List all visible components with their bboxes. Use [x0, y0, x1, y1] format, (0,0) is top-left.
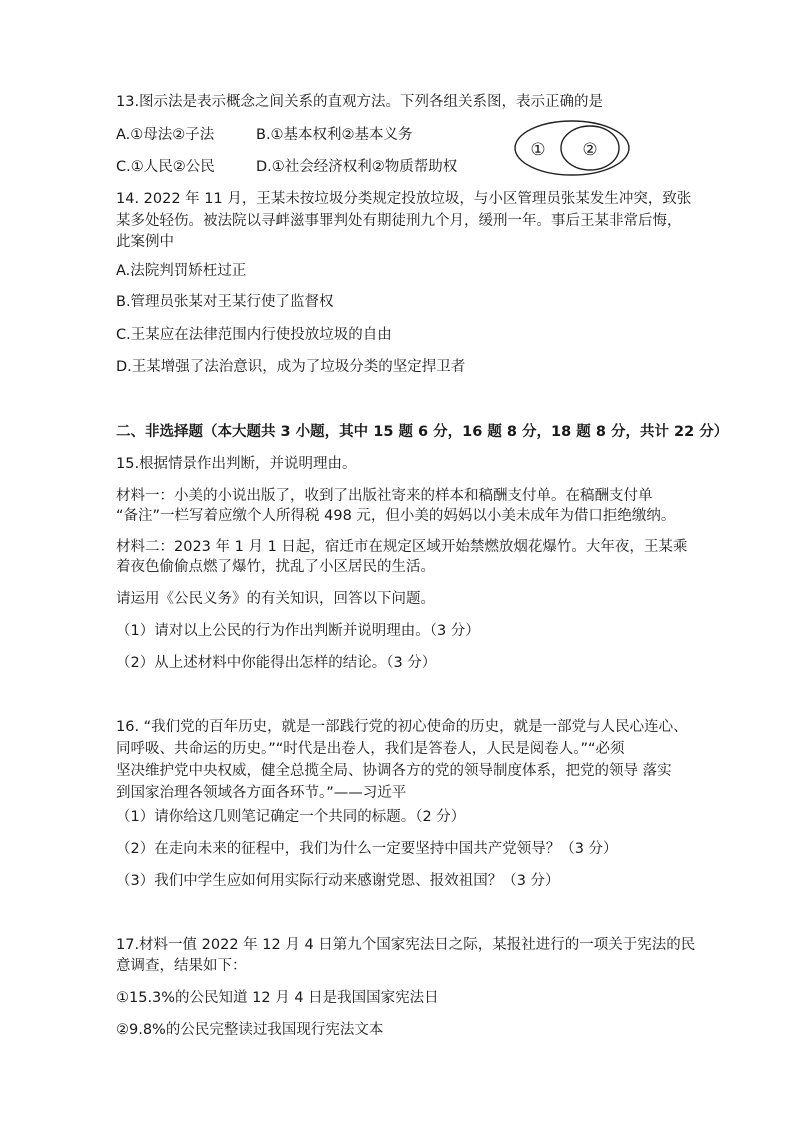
q16-stem-line-3: 坚决维护党中央权威，健全总揽全局、协调各方的党的领导制度体系，把党的领导 落实 — [116, 763, 672, 779]
q14-option-c: C.王某应在法律范围内行使投放垃圾的自由 — [116, 327, 392, 343]
q13-option-c: C.①人民②公民 — [116, 159, 215, 175]
q17-stem-line-1: 17.材料一值 2022 年 12 月 4 日第九个国家宪法日之际，某报社进行的一项关于宪法的民 — [116, 937, 696, 953]
q15-material2-line-2: 着夜色偷偷点燃了爆竹，扰乱了小区居民的生活。 — [116, 559, 435, 575]
q17-item-1: ①15.3%的公民知道 12 月 4 日是我国国家宪法日 — [116, 990, 439, 1006]
q17-stem-line-2: 意调查，结果如下： — [116, 958, 247, 974]
outer-label: ① — [530, 140, 546, 160]
q16-stem-line-2: 同呼吸、共命运的历史。”“时代是出卷人，我们是答卷人，人民是阅卷人。”“必须 — [116, 741, 625, 757]
q16-sub-3: （3）我们中学生应如何用实际行动来感谢党恩、报效祖国？（3 分） — [116, 873, 560, 889]
q15-material1-line-1: 材料一：小美的小说出版了，收到了出版社寄来的样本和稿酬支付单。在稿酬支付单 — [116, 488, 653, 504]
q15-stem: 15.根据情景作出判断，并说明理由。 — [116, 456, 357, 472]
inner-label: ② — [582, 140, 598, 160]
q13-option-b: B.①基本权利②基本义务 — [256, 127, 413, 143]
q15-sub-2: （2）从上述材料中你能得出怎样的结论。（3 分） — [116, 655, 437, 671]
q14-stem-line-3: 此案例中 — [116, 234, 174, 250]
q14-option-d: D.王某增强了法治意识，成为了垃圾分类的坚定捍卫者 — [116, 359, 466, 375]
q13-option-a: A.①母法②子法 — [116, 127, 215, 143]
q17-item-2: ②9.8%的公民完整读过我国现行宪法文本 — [116, 1022, 384, 1038]
q14-option-b: B.管理员张某对王某行使了监督权 — [116, 294, 334, 310]
q13-option-d: D.①社会经济权利②物质帮助权 — [256, 159, 458, 175]
q16-stem-line-1: 16. “我们党的百年历史，就是一部践行党的初心使命的历史，就是一部党与人民心连心、 — [116, 719, 688, 735]
q15-material2-line-1: 材料二：2023 年 1 月 1 日起，宿迁市在规定区域开始禁燃放烟花爆竹。大年夜，王某乘 — [116, 539, 688, 555]
section2-title: 二、非选择题（本大题共 3 小题，其中 15 题 6 分，16 题 8 分，18 题 8 分，共计 22 分） — [116, 424, 729, 440]
q15-sub-1: （1）请对以上公民的行为作出判断并说明理由。（3 分） — [116, 623, 480, 639]
q16-sub-2: （2）在走向未来的征程中，我们为什么一定要坚持中国共产党领导？（3 分） — [116, 841, 618, 857]
q16-stem-line-4: 到国家治理各领域各方面各环节。”——习近平 — [116, 785, 407, 801]
q15-instruction: 请运用《公民义务》的有关知识，回答以下问题。 — [116, 591, 435, 607]
q13-venn-diagram — [512, 118, 636, 180]
q14-stem-line-1: 14. 2022 年 11 月，王某未按垃圾分类规定投放垃圾，与小区管理员张某发生冲突，致张 — [116, 191, 692, 207]
q14-stem-line-2: 某多处轻伤。被法院以寻衅滋事罪判处有期徒刑九个月，缓刑一年。事后王某非常后悔， — [116, 213, 682, 229]
q14-option-a: A.法院判罚矫枉过正 — [116, 263, 247, 279]
q16-sub-1: （1）请你给这几则笔记确定一个共同的标题。（2 分） — [116, 809, 466, 825]
q13-stem: 13.图示法是表示概念之间关系的直观方法。下列各组关系图，表示正确的是 — [116, 94, 604, 110]
q15-material1-line-2: “备注”一栏写着应缴个人所得税 498 元，但小美的妈妈以小美未成年为借口拒绝缴纳。 — [116, 508, 676, 524]
